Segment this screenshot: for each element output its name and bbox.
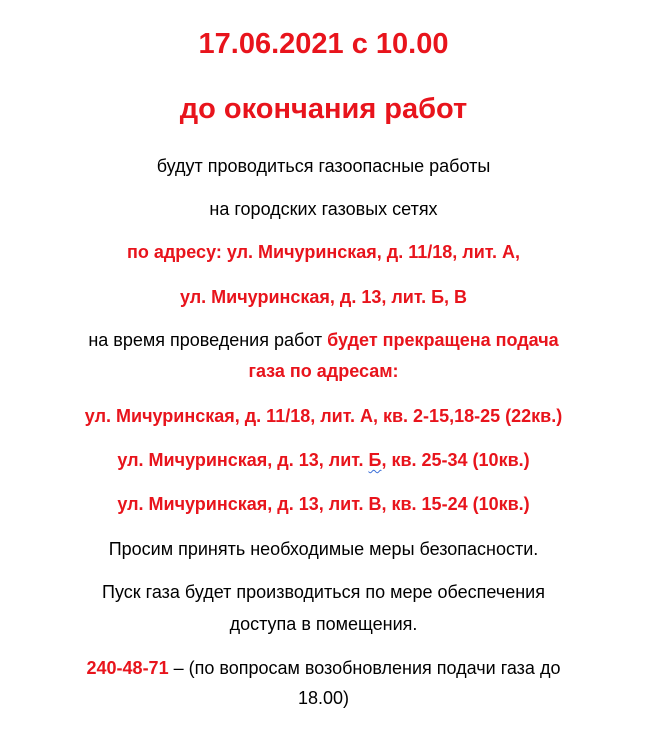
notice-phone-note: – (по вопросам возобновления подачи газа до — [168, 658, 561, 678]
notice-cutoff-line — [0, 331, 647, 349]
notice-apartment-3-letter: В — [368, 494, 382, 514]
notice-apartment-1: ул. Мичуринская, д. 11/18, лит. А, кв. 2-15,18-25 (22кв.) — [84, 406, 563, 426]
notice-apartment-2 — [0, 451, 647, 469]
notice-apartment-2-letter: Б — [368, 450, 382, 470]
notice-safety: Просим принять необходимые меры безопасности. — [108, 539, 539, 559]
notice-phone-line — [0, 659, 647, 677]
notice-cutoff-prefix: на время проведения работ — [88, 330, 328, 350]
notice-address-2: ул. Мичуринская, д. 13, лит. Б, В — [179, 287, 468, 307]
notice-network-line: на городских газовых сетях — [209, 199, 438, 219]
notice-until-end: до окончания работ — [179, 93, 468, 125]
notice-cutoff-red-1: будет прекращена подача — [327, 330, 559, 350]
notice-apartment-2-pre: ул. Мичуринская, д. 13, лит. — [117, 450, 369, 470]
notice-apartment-2-post: , кв. 25-34 (10кв.) — [381, 450, 530, 470]
notice-phone-note-2: 18.00) — [297, 688, 350, 708]
notice-cutoff-red-2: газа по адресам: — [248, 361, 399, 381]
notice-works-line: будут проводиться газоопасные работы — [156, 156, 491, 176]
notice-apartment-3 — [0, 495, 647, 513]
notice-restart-1: Пуск газа будет производиться по мере обеспечения — [102, 582, 545, 602]
notice-apartment-3-post: , кв. 15-24 (10кв.) — [381, 494, 530, 514]
notice-address-1: по адресу: ул. Мичуринская, д. 11/18, лит. А, — [126, 242, 521, 262]
notice-apartment-3-pre: ул. Мичуринская, д. 13, лит. — [117, 494, 369, 514]
notice-restart-2: доступа в помещения. — [229, 614, 418, 634]
notice-phone-number: 240-48-71 — [86, 658, 169, 678]
notice-date-time: 17.06.2021 с 10.00 — [198, 28, 449, 60]
